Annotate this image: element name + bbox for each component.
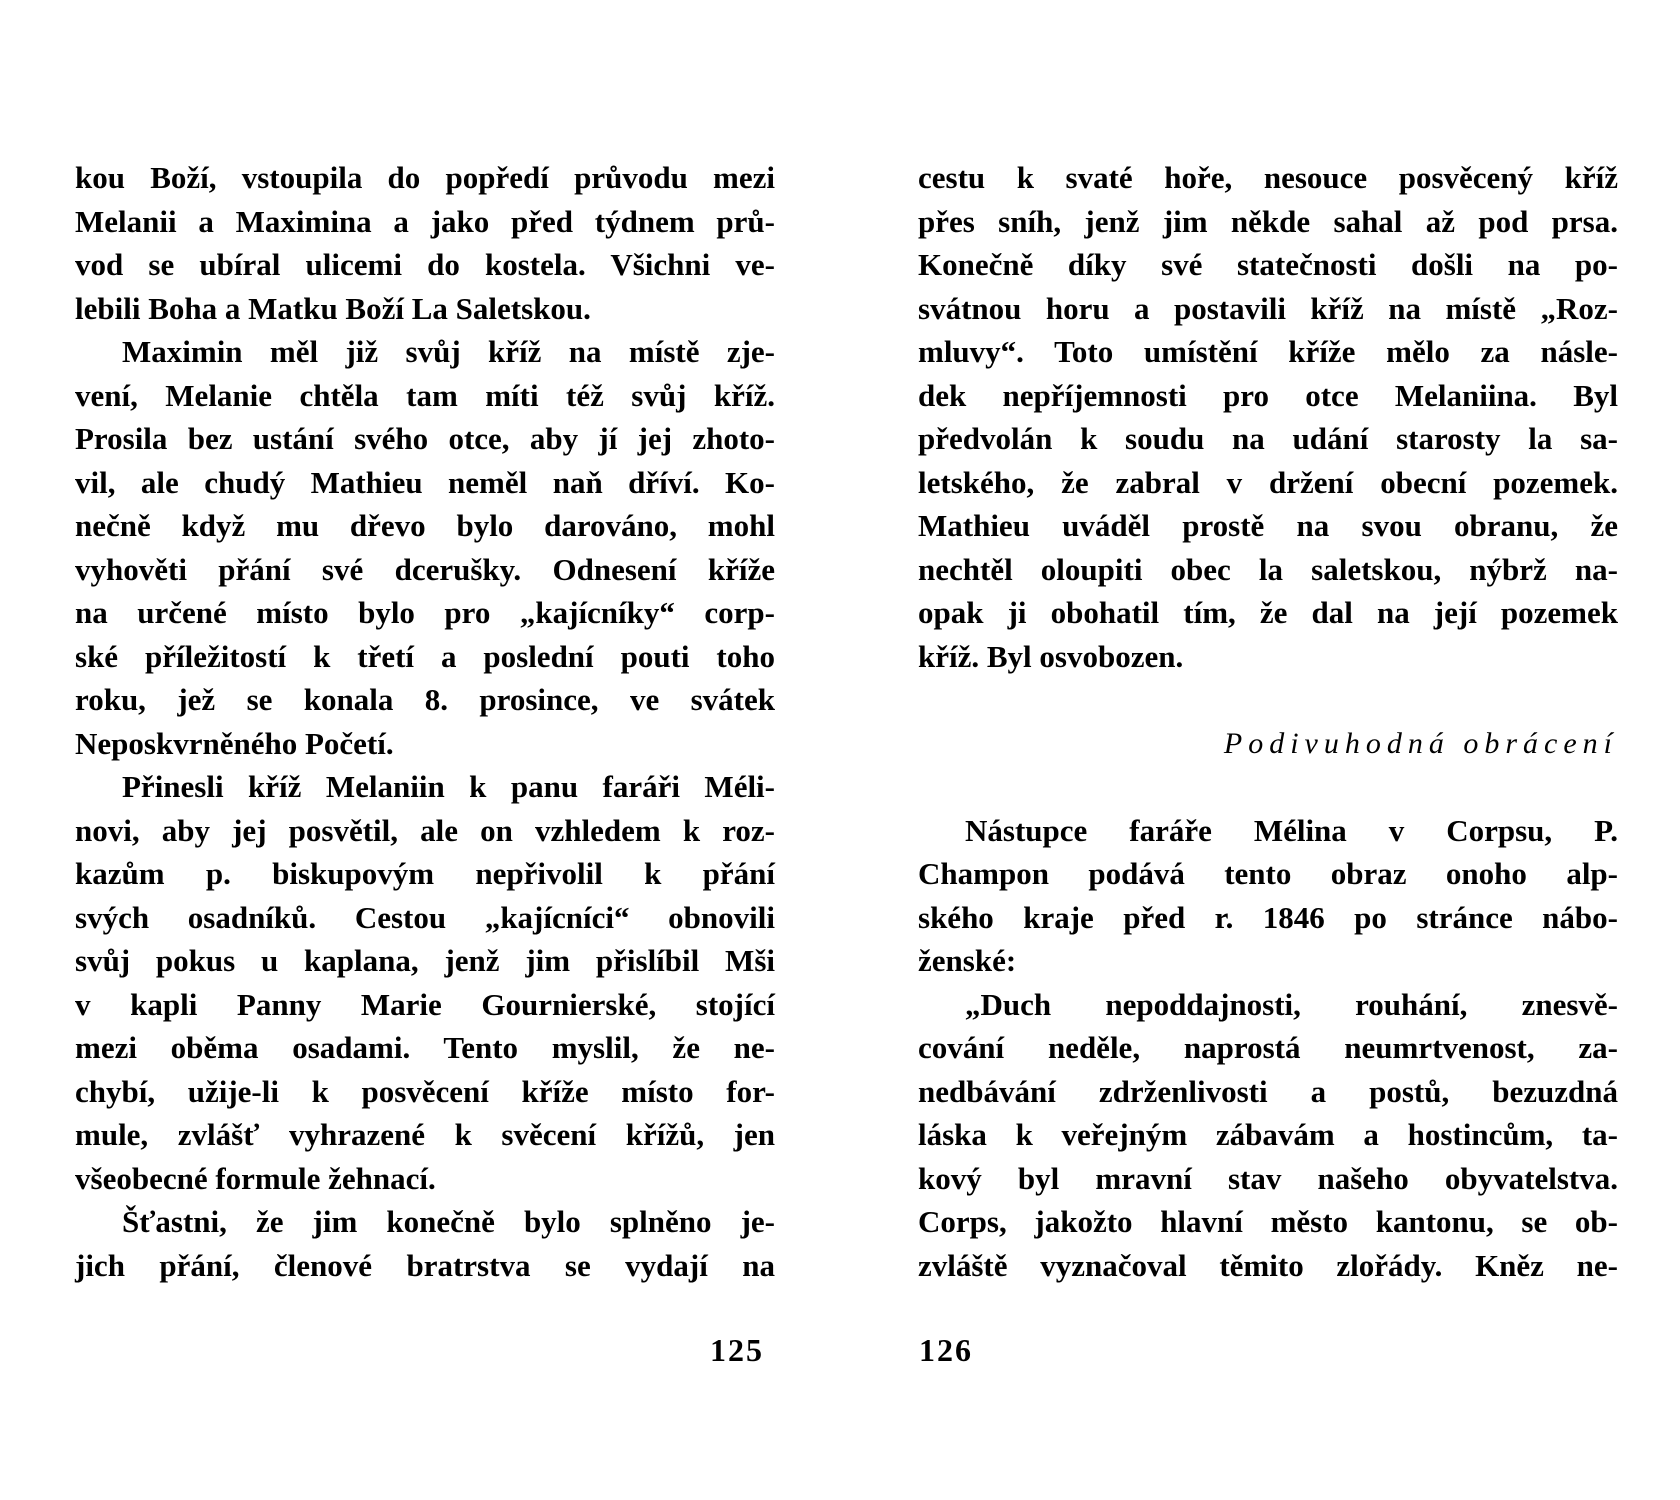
text-line: v kapli Panny Marie Gournierské, stojící [75, 986, 775, 1022]
text-line: Nástupce faráře Mélina v Corpsu, P. [965, 812, 1618, 848]
page-number-left: 125 [710, 1332, 764, 1368]
text-line: vil, ale chudý Mathieu neměl naň dříví. Ko- [75, 464, 775, 500]
text-line: kou Boží, vstoupila do popředí průvodu mezi [75, 160, 775, 195]
text-line: všeobecné formule žehnací. [75, 1160, 436, 1196]
text-line: Prosila bez ustání svého otce, aby jí jej zhoto- [75, 421, 775, 456]
right-page-paragraphs-top [918, 156, 1618, 678]
text-line: Melanii a Maximina a jako před týdnem prů- [75, 203, 775, 239]
text-line: kový byl mravní stav našeho obyvatelstva. [918, 1160, 1618, 1196]
text-line: ské příležitostí k třetí a poslední pouti toho [75, 638, 775, 674]
text-line: Neposkvrněného Početí. [75, 725, 394, 761]
text-line: nechtěl oloupiti obec la saletskou, nýbrž na- [918, 551, 1618, 587]
spacer [918, 765, 1618, 809]
text-line: roku, jež se konala 8. prosince, ve svátek [75, 682, 775, 717]
text-line: svátnou horu a postavili kříž na místě „Roz- [918, 290, 1618, 326]
text-line: nedbávání zdrženlivosti a postů, bezuzdná [918, 1073, 1618, 1109]
left-page-text [75, 156, 775, 1287]
text-line: svých osadníků. Cestou „kajícníci“ obnovili [75, 899, 775, 935]
text-line: dek nepříjemnosti pro otce Melaniina. Byl [918, 377, 1618, 413]
text-line: Mathieu uváděl prostě na svou obranu, že [918, 508, 1618, 543]
text-line: Maximin měl již svůj kříž na místě zje- [122, 334, 775, 369]
text-line: lebili Boha a Matku Boží La Saletskou. [75, 290, 591, 326]
text-line: na určené místo bylo pro „kajícníky“ corp- [75, 595, 775, 630]
text-line: Přinesli kříž Melaniin k panu faráři Méli- [122, 769, 775, 804]
right-page-paragraphs-bottom [918, 809, 1618, 1288]
text-line: mluvy“. Toto umístění kříže mělo za násle- [918, 334, 1618, 369]
text-line: opak ji obohatil tím, že dal na její pozemek [918, 595, 1618, 630]
text-line: ského kraje před r. 1846 po stránce nábo- [918, 899, 1618, 935]
section-heading: Podivuhodná obrácení [1223, 726, 1618, 760]
page-number-right: 126 [919, 1332, 973, 1368]
text-line: Champon podává tento obraz onoho alp- [918, 856, 1618, 891]
text-line: zvláště vyznačoval těmito zlořády. Kněz ne- [918, 1247, 1618, 1283]
text-line: kazům p. biskupovým nepřivolil k přání [75, 856, 775, 891]
text-line: Corps, jakožto hlavní město kantonu, se ob- [918, 1204, 1618, 1239]
text-line: nečně když mu dřevo bylo darováno, mohl [75, 508, 775, 543]
text-line: přes sníh, jenž jim někde sahal až pod prsa. [918, 203, 1618, 239]
text-line: letského, že zabral v držení obecní pozemek. [918, 464, 1618, 500]
text-line: ženské: [918, 943, 1017, 978]
text-line: cestu k svaté hoře, nesouce posvěcený kříž [918, 160, 1618, 195]
text-line: cování neděle, naprostá neumrtvenost, za- [918, 1030, 1618, 1065]
text-line: mule, zvlášť vyhrazené k svěcení křížů, jen [75, 1117, 775, 1152]
text-line: vení, Melanie chtěla tam míti též svůj kříž. [75, 377, 775, 413]
text-line: vod se ubíral ulicemi do kostela. Všichni ve- [75, 247, 775, 282]
text-line: jich přání, členové bratrstva se vydají na [75, 1247, 775, 1283]
text-line: vyhověti přání své dcerušky. Odnesení kříže [75, 551, 775, 587]
text-line: mezi oběma osadami. Tento myslil, že ne- [75, 1030, 775, 1065]
text-line: Konečně díky své statečnosti došli na po- [918, 247, 1618, 282]
text-line: novi, aby jej posvětil, ale on vzhledem k roz- [75, 812, 775, 848]
text-line: láska k veřejným zábavám a hostincům, ta- [918, 1117, 1618, 1152]
right-page-text [918, 156, 1618, 1287]
text-line: chybí, užije-li k posvěcení kříže místo for- [75, 1073, 775, 1109]
text-line: předvolán k soudu na udání starosty la sa- [918, 421, 1618, 456]
text-line: svůj pokus u kaplana, jenž jim přislíbil Mši [75, 943, 775, 978]
text-line: kříž. Byl osvobozen. [918, 638, 1184, 674]
text-line: „Duch nepoddajnosti, rouhání, znesvě- [965, 986, 1618, 1022]
text-line: Šťastni, že jim konečně bylo splněno je- [122, 1204, 775, 1239]
spacer [918, 678, 1618, 722]
